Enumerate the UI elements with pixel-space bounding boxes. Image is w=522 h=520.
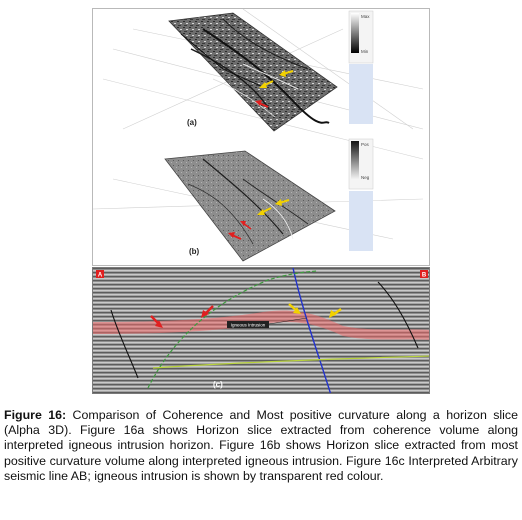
scale-b-neg: Neg — [361, 175, 370, 180]
panel-a-label: (a) — [187, 118, 197, 127]
panel-a-coherence-slice — [169, 13, 337, 131]
scale-a-min: Min — [361, 49, 369, 54]
panel-b-scale-bar — [349, 139, 373, 251]
marker-b: B — [421, 272, 427, 279]
caption-label: Figure 16: — [4, 408, 67, 422]
seismic-line-panel — [92, 267, 430, 394]
seismic-line-svg — [93, 268, 430, 394]
caption-text: Comparison of Coherence and Most positive curvature along a horizon slice (Alpha 3D). Figure 16a shows Horizon slice extracted from coherence volume along interpreted igneous intrusion horizon. Figure 16b shows Horizon slice extracted from most positive curvature volume along interpreted igneous intrusion. Figure 16c Interpreted Arbitrary seismic line AB; igneous intrusion is shown by transparent red colour. — [4, 408, 519, 483]
marker-a: A — [97, 272, 103, 279]
scale-a-max: Max — [361, 14, 370, 19]
panel-c-label: (c) — [213, 380, 223, 389]
panel-a-scale-bar — [349, 11, 373, 124]
figure-caption — [4, 408, 518, 484]
horizon-slice-svg — [93, 9, 430, 266]
horizon-slice-figure — [92, 8, 430, 266]
intrusion-label: Igneous Intrusion — [230, 322, 266, 328]
scale-b-pos: Pos — [361, 142, 369, 147]
panel-b-label: (b) — [189, 247, 200, 256]
